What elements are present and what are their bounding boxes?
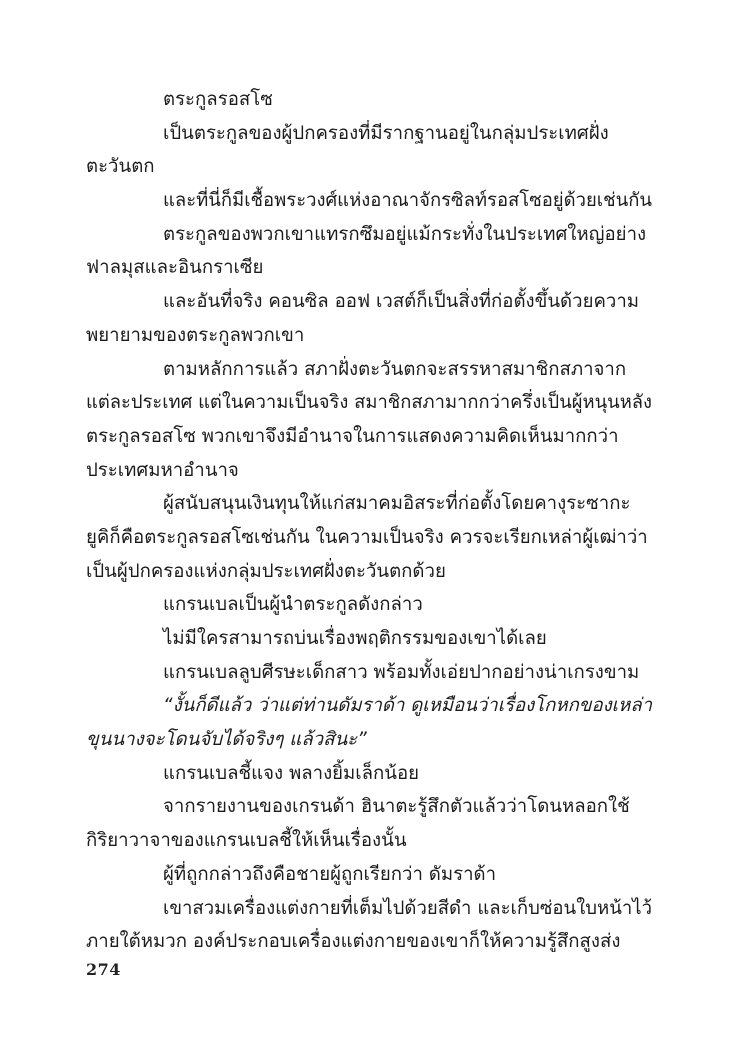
text-line: เป็นผู้ปกครองแห่งกลุ่มประเทศฝั่งตะวันตกด้วย — [86, 560, 446, 582]
text-line: แกรนเบลชี้แจง พลางยิ้มเล็กน้อย — [163, 762, 420, 784]
text-line: พยายามของตระกูลพวกเขา — [86, 324, 305, 346]
text-line: ฟาลมุสและอินกราเซีย — [86, 257, 264, 279]
text-line: ตะวันตก — [86, 156, 155, 178]
text-line: จากรายงานของเกรนด้า ฮินาตะรู้สึกตัวแล้วว่าโดนหลอกใช้ — [163, 796, 630, 818]
text-line: ผู้สนับสนุนเงินทุนให้แก่สมาคมอิสระที่ก่อตั้งโดยคางุระซากะ — [163, 493, 631, 515]
body-text — [86, 83, 652, 959]
text-line: ผู้ที่ถูกกล่าวถึงคือชายผู้ถูกเรียกว่า ดัมราด้า — [163, 863, 497, 885]
text-line: และอันที่จริง คอนซิล ออฟ เวสต์ก็เป็นสิ่งที่ก่อตั้งขึ้นด้วยความ — [163, 291, 640, 313]
text-line: ภายใต้หมวก องค์ประกอบเครื่องแต่งกายของเขาก็ให้ความรู้สึกสูงส่ง — [86, 931, 621, 953]
text-line: ตระกูลรอสโซ พวกเขาจึงมีอำนาจในการแสดงความคิดเห็นมากกว่า — [86, 425, 619, 447]
text-line: แกรนเบลลูบศีรษะเด็กสาว พร้อมทั้งเอ่ยปากอย่างน่าเกรงขาม — [163, 661, 640, 683]
dialogue-line: “งั้นก็ดีแล้ว ว่าแต่ท่านดัมราด้า ดูเหมือนว่าเรื่องโกหกของเหล่า — [163, 695, 652, 717]
text-line: เป็นตระกูลของผู้ปกครองที่มีรากฐานอยู่ในกลุ่มประเทศฝั่ง — [163, 122, 609, 144]
text-line: เขาสวมเครื่องแต่งกายที่เต็มไปด้วยสีดำ และเก็บซ่อนใบหน้าไว้ — [163, 897, 652, 919]
text-line: ประเทศมหาอำนาจ — [86, 459, 239, 481]
text-line: แกรนเบลเป็นผู้นำตระกูลดังกล่าว — [163, 594, 423, 616]
text-line: ตระกูลรอสโซ — [163, 89, 273, 110]
text-line: ตระกูลของพวกเขาแทรกซึมอยู่แม้กระทั่งในประเทศใหญ่อย่าง — [163, 223, 647, 245]
text-line: ยูคิก็คือตระกูลรอสโซเช่นกัน ในความเป็นจริง ควรจะเรียกเหล่าผู้เฒ่าว่า — [86, 526, 648, 548]
text-line: กิริยาวาจาของแกรนเบลชี้ให้เห็นเรื่องนั้น — [86, 830, 407, 852]
text-line: แต่ละประเทศ แต่ในความเป็นจริง สมาชิกสภามากกว่าครึ่งเป็นผู้หนุนหลัง — [86, 392, 652, 414]
text-line: ตามหลักการแล้ว สภาฝั่งตะวันตกจะสรรหาสมาชิกสภาจาก — [163, 358, 627, 380]
text-line: และที่นี่ก็มีเชื้อพระวงศ์แห่งอาณาจักรซิลท์รอสโซอยู่ด้วยเช่นกัน — [163, 190, 652, 212]
dialogue-line: ขุนนางจะโดนจับได้จริงๆ แล้วสินะ” — [86, 729, 367, 751]
text-line: ไม่มีใครสามารถบ่นเรื่องพฤติกรรมของเขาได้เลย — [163, 628, 547, 649]
page-number: 274 — [86, 960, 121, 979]
